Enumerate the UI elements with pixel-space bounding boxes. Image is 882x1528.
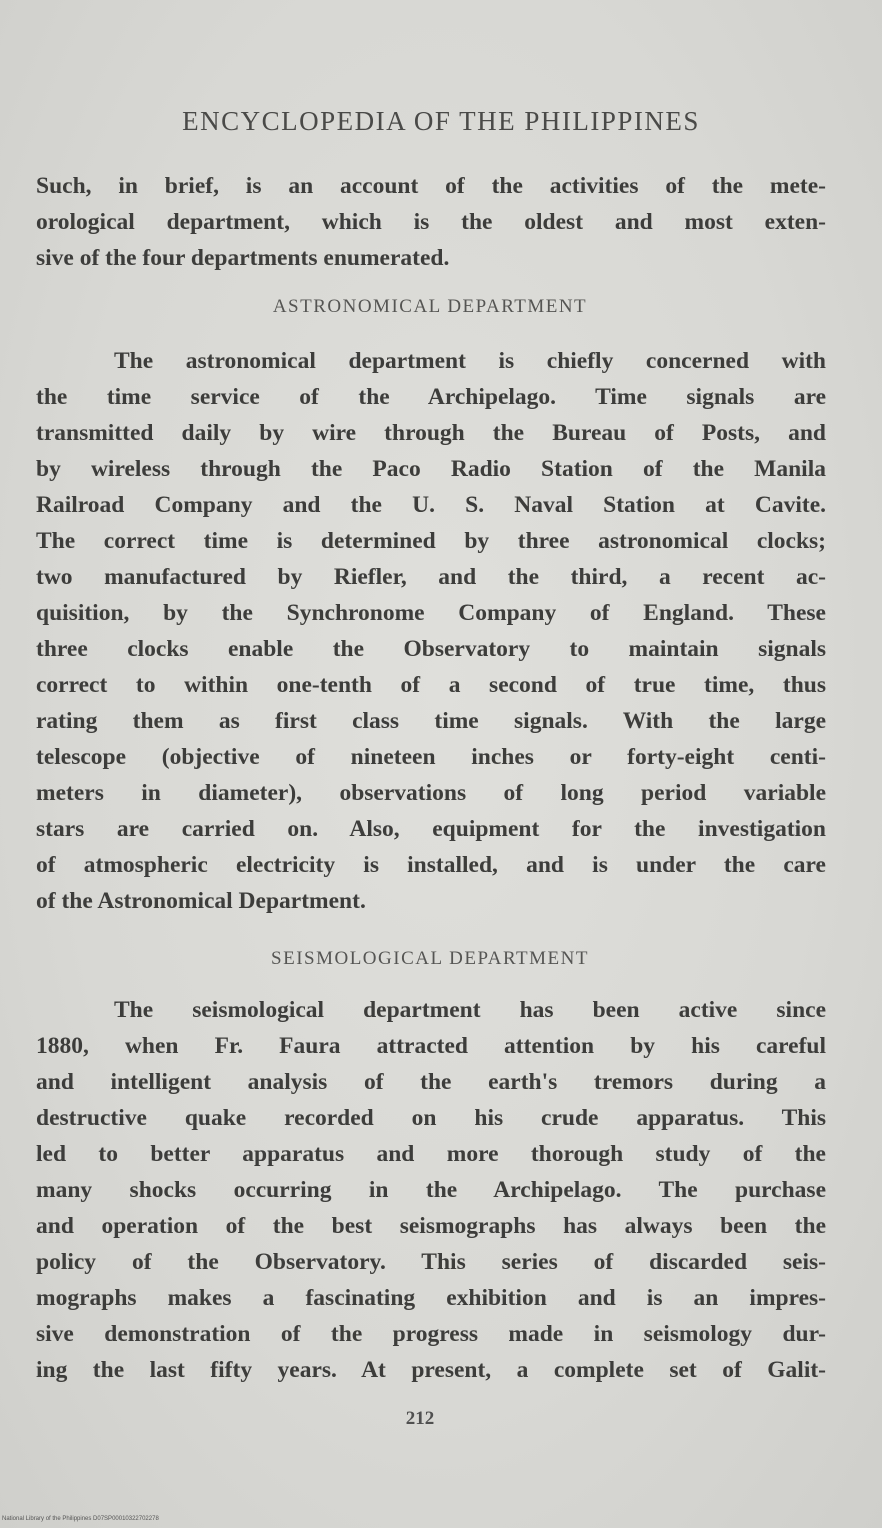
- section-heading-astronomical: ASTRONOMICAL DEPARTMENT: [272, 296, 588, 317]
- running-head: ENCYCLOPEDIA OF THE PHILIPPINES: [182, 106, 700, 136]
- text-line: Railroad Company and the U. S. Naval Station at Cavite.: [36, 492, 826, 518]
- text-line: meters in diameter), observations of long period variable: [36, 780, 826, 806]
- text-line: of the Astronomical Department.: [36, 888, 366, 914]
- page-number: 212: [405, 1408, 435, 1429]
- scan-credit: National Library of the Philippines D07SP00010322702278: [2, 1516, 159, 1522]
- text-line: orological department, which is the oldest and most exten-: [36, 209, 826, 235]
- text-line: rating them as first class time signals. With the large: [36, 708, 826, 734]
- text-line: many shocks occurring in the Archipelago. The purchase: [36, 1177, 826, 1203]
- intro-paragraph: [36, 168, 826, 276]
- text-line: transmitted daily by wire through the Bureau of Posts, and: [36, 420, 826, 446]
- text-line: 1880, when Fr. Faura attracted attention by his careful: [36, 1033, 826, 1059]
- text-line: and operation of the best seismographs has always been the: [36, 1213, 826, 1239]
- section-heading-seismological: SEISMOLOGICAL DEPARTMENT: [271, 948, 589, 969]
- text-line: mographs makes a fascinating exhibition and is an impres-: [36, 1285, 826, 1311]
- text-line: two manufactured by Riefler, and the third, a recent ac-: [36, 564, 826, 590]
- text-line: telescope (objective of nineteen inches or forty-eight centi-: [36, 744, 826, 770]
- text-line: The seismological department has been active since: [114, 997, 826, 1023]
- text-line: and intelligent analysis of the earth's tremors during a: [36, 1069, 826, 1095]
- text-line: ing the last fifty years. At present, a complete set of Galit-: [36, 1357, 826, 1383]
- text-line: destructive quake recorded on his crude apparatus. This: [36, 1105, 826, 1131]
- text-line: sive of the four departments enumerated.: [36, 245, 450, 271]
- text-line: correct to within one-tenth of a second of true time, thus: [36, 672, 826, 698]
- text-line: The astronomical department is chiefly concerned with: [114, 348, 826, 374]
- text-line: quisition, by the Synchronome Company of England. These: [36, 600, 826, 626]
- text-line: of atmospheric electricity is installed, and is under the care: [36, 852, 826, 878]
- text-line: The correct time is determined by three astronomical clocks;: [36, 528, 826, 554]
- text-line: policy of the Observatory. This series of discarded seis-: [36, 1249, 826, 1275]
- text-line: the time service of the Archipelago. Time signals are: [36, 384, 826, 410]
- text-line: sive demonstration of the progress made in seismology dur-: [36, 1321, 826, 1347]
- text-line: by wireless through the Paco Radio Station of the Manila: [36, 456, 826, 482]
- text-line: led to better apparatus and more thorough study of the: [36, 1141, 826, 1167]
- text-line: stars are carried on. Also, equipment for the investigation: [36, 816, 826, 842]
- text-line: three clocks enable the Observatory to maintain signals: [36, 636, 826, 662]
- text-line: Such, in brief, is an account of the activities of the mete-: [36, 173, 826, 199]
- astronomical-paragraph: [36, 343, 826, 919]
- seismological-paragraph: [36, 992, 826, 1388]
